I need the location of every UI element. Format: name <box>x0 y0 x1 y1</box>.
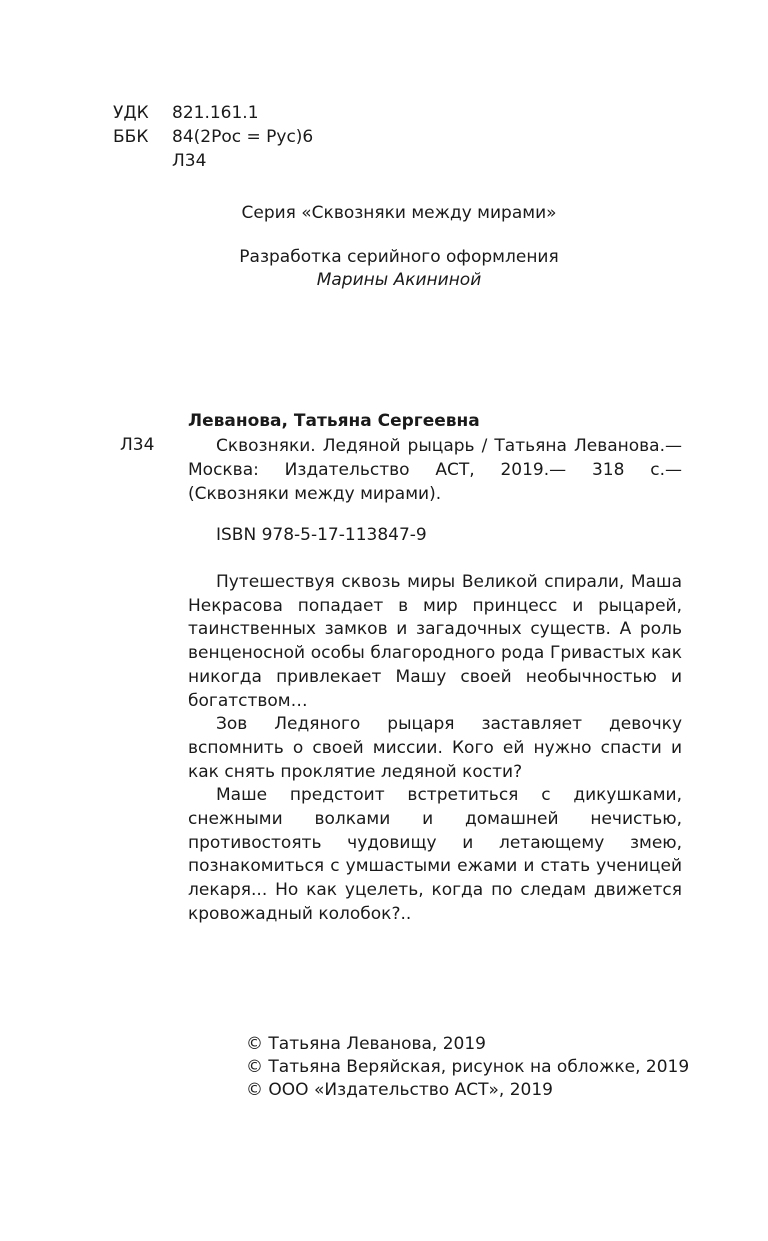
design-credit-line2: Марины Акининой <box>316 270 482 290</box>
author-mark: Л34 <box>120 435 155 455</box>
copyright-line: © Татьяна Веряйская, рисунок на обложке, 2019 <box>246 1057 690 1077</box>
annotation-paragraph: Путешествуя сквозь миры Великой спирали, Маша Некрасова попадает в мир принцесс и рыцарей, таинственных замков и загадочных существ. А роль венценосной особы благородного рода Гривастых как никогда привлекает Машу своей необычностью и богатством… <box>188 572 682 711</box>
copyright-line: © ООО «Издательство АСТ», 2019 <box>246 1080 553 1100</box>
annotation <box>188 571 682 927</box>
author-mark-top: Л34 <box>172 151 207 171</box>
bibliographic-description <box>188 434 682 506</box>
design-credit-line1: Разработка серийного оформления <box>239 247 559 267</box>
bbk-value: 84(2Рос = Рус)6 <box>172 127 314 147</box>
annotation-paragraph: Маше предстоит встретиться с дикушками, снежными волками и домашней нечистью, противостоять чудовищу и летающему змею, познакомиться с умшастыми ежами и стать ученицей лекаря... Но как уцелеть, когда по следам движется кровожадный колобок?.. <box>188 785 682 924</box>
bbk-label: ББК <box>113 127 149 147</box>
udk-value: 821.161.1 <box>172 103 259 123</box>
isbn: ISBN 978-5-17-113847-9 <box>216 525 427 545</box>
annotation-paragraph: Зов Ледяного рыцаря заставляет девочку вспомнить о своей миссии. Кого ей нужно спасти и как снять проклятие ледяной кости? <box>188 714 682 782</box>
udk-label: УДК <box>113 103 149 123</box>
description-text: Сквозняки. Ледяной рыцарь / Татьяна Леванова.— Москва: Издательство АСТ, 2019.— 318 с.— (Сквозняки между мирами). <box>188 436 682 504</box>
author-heading: Леванова, Татьяна Сергеевна <box>188 411 480 431</box>
series-title: Серия «Сквозняки между мирами» <box>241 203 557 223</box>
copyright-line: © Татьяна Леванова, 2019 <box>246 1034 486 1054</box>
